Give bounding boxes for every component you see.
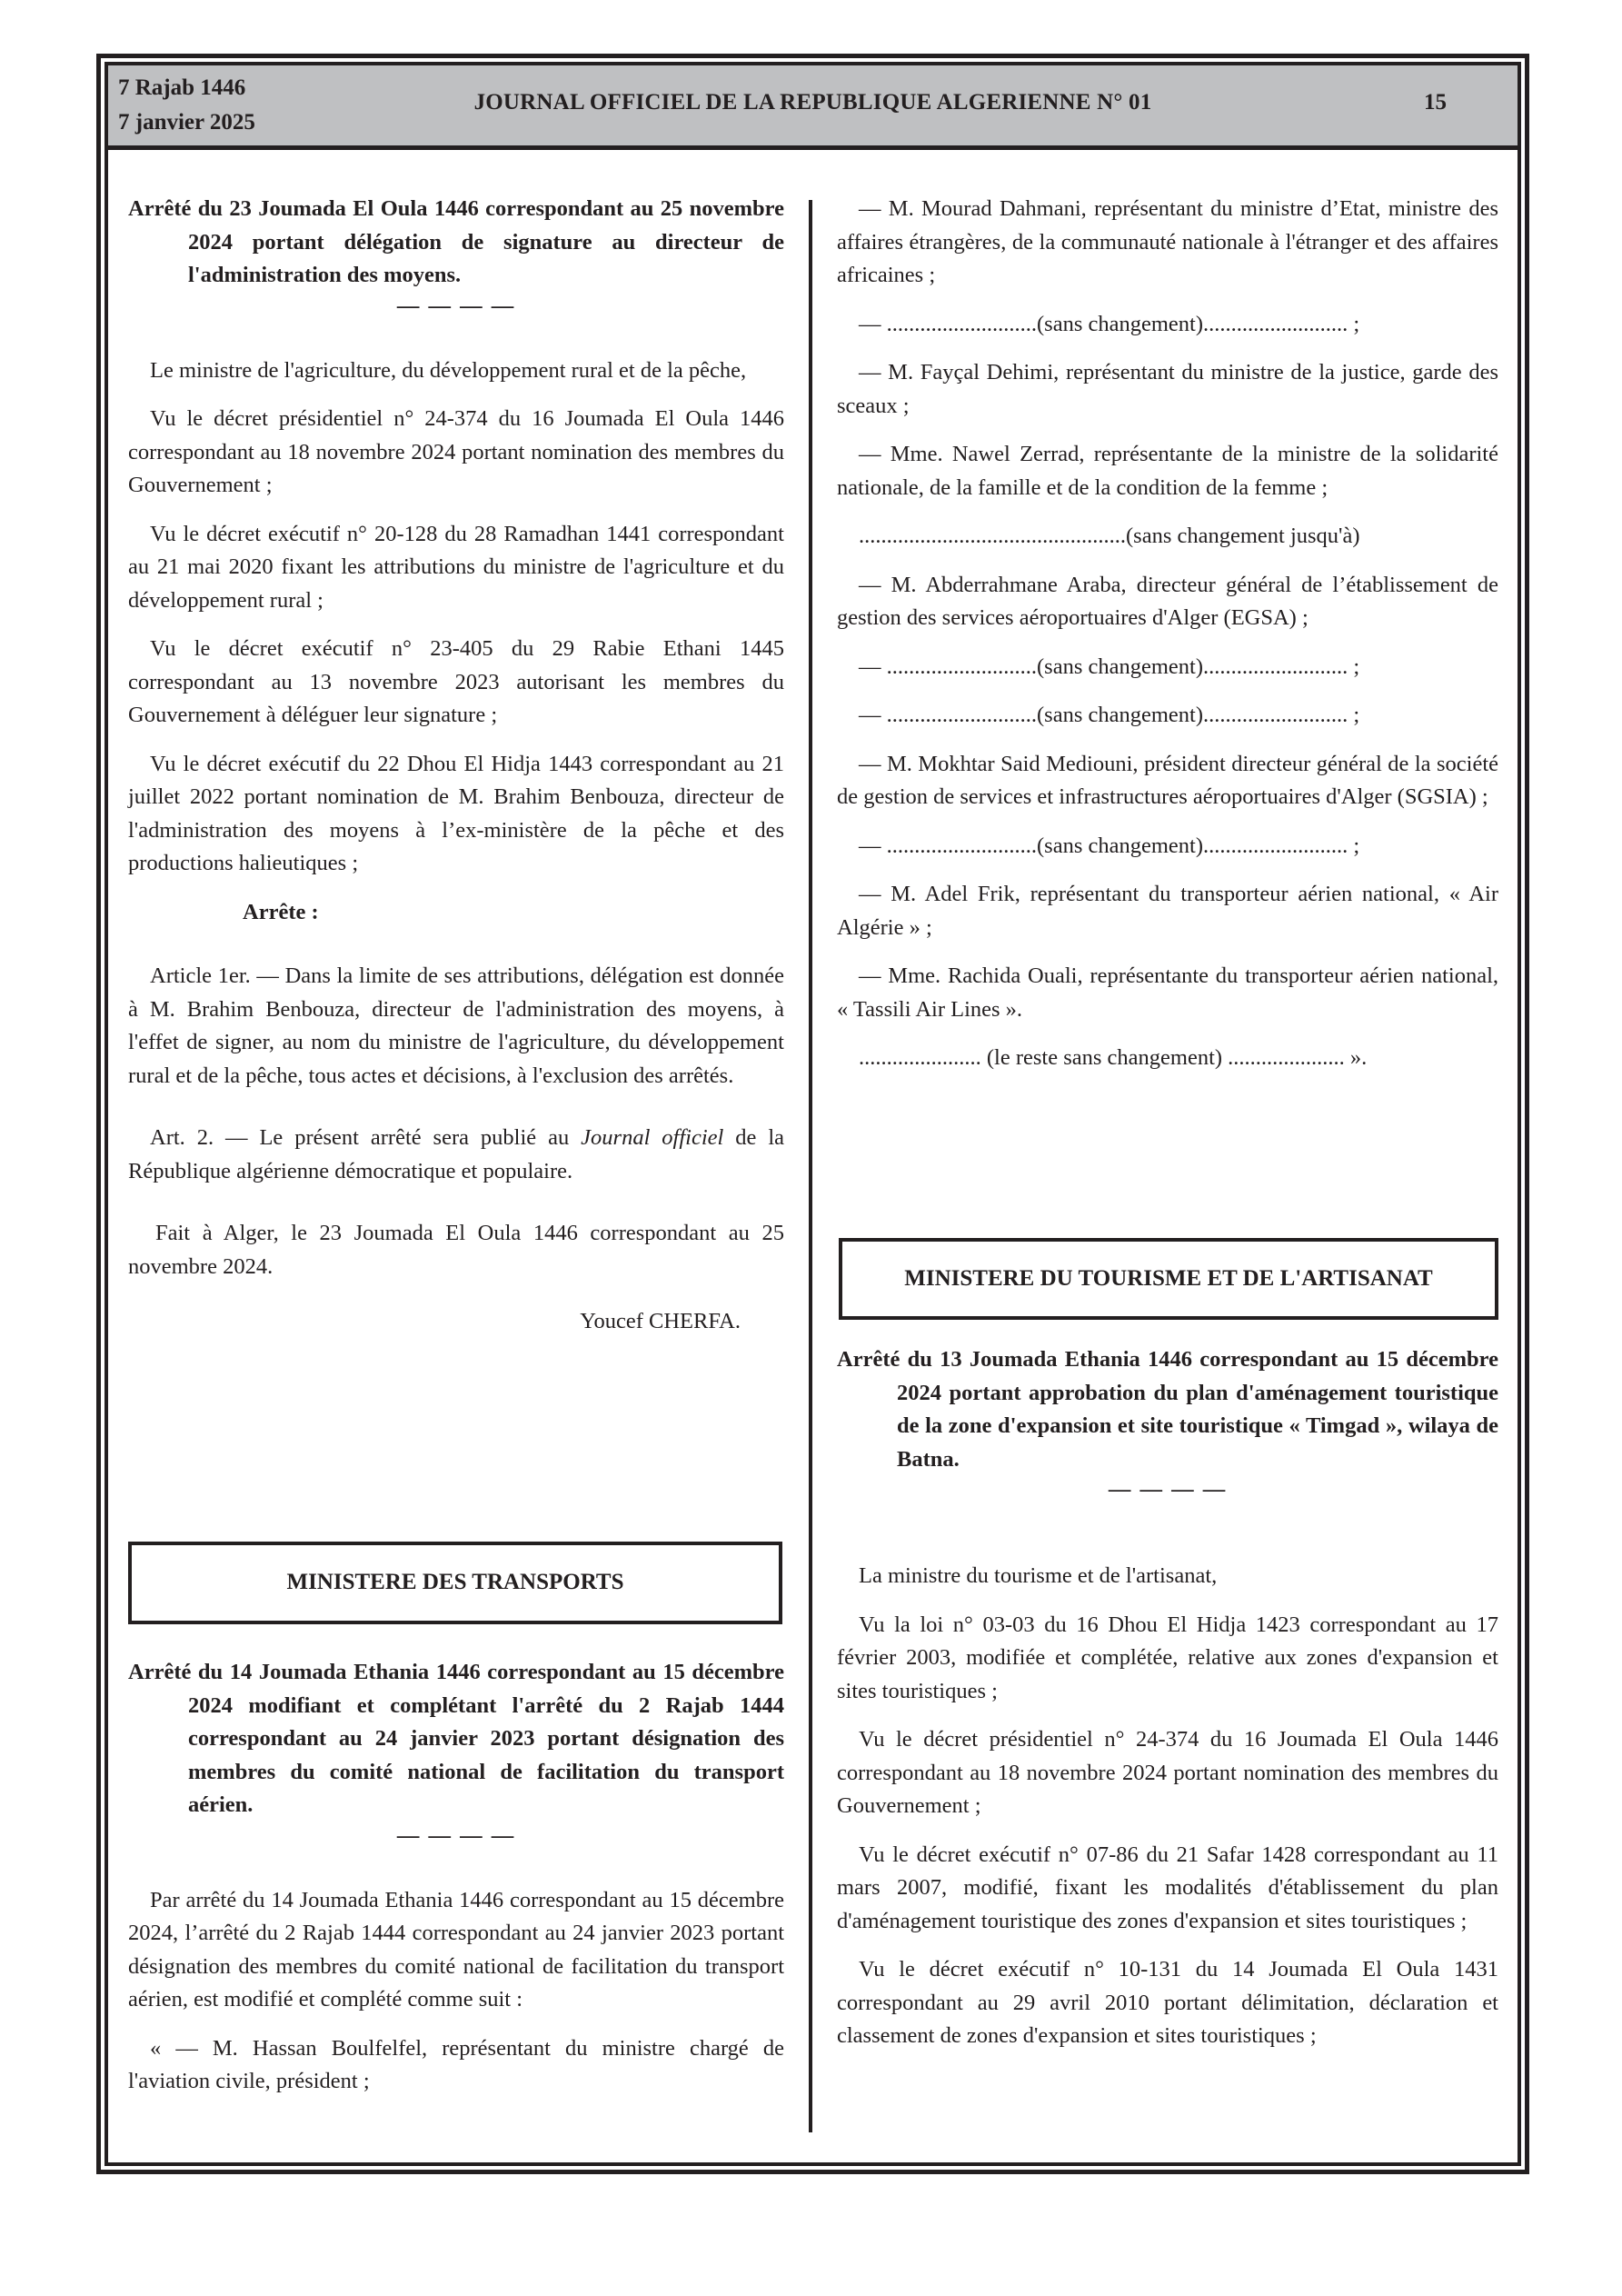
arrete-title: Arrêté du 13 Joumada Ethania 1446 correspondant au 15 décembre 2024 portant approbation du plan d'aménagement touristique de la zone d'expansion et site touristique « Timgad », wilaya de Batna. (837, 1347, 1498, 1472)
paragraph: Vu le décret exécutif n° 23-405 du 29 Rabie Ethani 1445 correspondant au 13 novembre 2023 autorisant les membres du Gouvernement à déléguer leur signature ; (128, 636, 784, 727)
member-item: — M. Fayçal Dehimi, représentant du ministre de la justice, garde des sceaux ; (837, 360, 1498, 418)
paragraph: Par arrêté du 14 Joumada Ethania 1446 correspondant au 15 décembre 2024, l’arrêté du 2 Rajab 1444 correspondant au 24 janvier 2023 portant désignation des membres du comité national de facilitation du transport aérien, est modifié et complété comme suit : (128, 1887, 784, 2011)
paragraph: Vu le décret exécutif n° 07-86 du 21 Safar 1428 correspondant au 11 mars 2007, modifié, fixant les modalités d'établissement du plan d'aménagement touristique des zones d'expansion et sites touristiques ; (837, 1842, 1498, 1933)
paragraph: Vu le décret exécutif du 22 Dhou El Hidja 1443 correspondant au 21 juillet 2022 portant nomination de M. Brahim Benbouza, directeur de l'administration des moyens à l’ex-ministère de la pêche et des productions halieutiques ; (128, 751, 784, 875)
page-number: 15 (1424, 90, 1447, 115)
member-item: — ...........................(sans changement).......................... ; (859, 833, 1360, 858)
separator: — — — — (1108, 1477, 1228, 1502)
paragraph: Vu la loi n° 03-03 du 16 Dhou El Hidja 1423 correspondant au 17 février 2003, modifiée et complétée, relative aux zones d'expansion et sites touristiques ; (837, 1612, 1498, 1703)
right-column (837, 193, 1498, 2048)
journal-title: JOURNAL OFFICIEL DE LA REPUBLIQUE ALGERIENNE N° 01 (473, 90, 1152, 115)
member-item: — ...........................(sans changement).......................... ; (859, 703, 1360, 727)
article-2 (128, 1122, 784, 1188)
paragraph: « — M. Hassan Boulfelfel, représentant du ministre chargé de l'aviation civile, président ; (128, 2035, 784, 2093)
member-item: — Mme. Rachida Ouali, représentante du transporteur aérien national, « Tassili Air Lines ». (837, 963, 1498, 1022)
arrete-title: Arrêté du 23 Joumada El Oula 1446 correspondant au 25 novembre 2024 portant délégation de signature au directeur de l'administration des moyens. (128, 196, 784, 287)
article-2-text-end: de la République algérienne démocratique et populaire. (128, 1125, 785, 1183)
paragraph: La ministre du tourisme et de l'artisanat, (859, 1563, 1218, 1588)
signature: Youcef CHERFA. (580, 1309, 741, 1333)
ministry-name: MINISTERE DES TRANSPORTS (286, 1570, 624, 1595)
paragraph: Vu le décret exécutif n° 10-131 du 14 Joumada El Oula 1431 correspondant au 29 avril 2010 portant délimitation, déclaration et classement de zones d'expansion et sites touristiques ; (837, 1957, 1498, 2048)
arrete-title: Arrêté du 14 Joumada Ethania 1446 correspondant au 15 décembre 2024 modifiant et complétant l'arrêté du 2 Rajab 1444 correspondant au 24 janvier 2023 portant désignation des membres du comité national de facilitation du transport aérien. (128, 1660, 784, 1817)
journal-header (108, 65, 1518, 150)
done-at: Fait à Alger, le 23 Joumada El Oula 1446 correspondant au 25 novembre 2024. (128, 1221, 784, 1279)
ministry-box-transports (128, 1542, 782, 1624)
paragraph: Le ministre de l'agriculture, du développement rural et de la pêche, (150, 357, 747, 383)
paragraph: Vu le décret présidentiel n° 24-374 du 16 Joumada El Oula 1446 correspondant au 18 novembre 2024 portant nomination des membres du Gouvernement ; (128, 406, 784, 497)
paragraph: Vu le décret exécutif n° 20-128 du 28 Ramadhan 1441 correspondant au 21 mai 2020 fixant les attributions du ministre de l'agriculture et du développement rural ; (128, 521, 784, 613)
hijri-date: 7 Rajab 1446 (118, 75, 246, 100)
article-1: Article 1er. — Dans la limite de ses attributions, délégation est donnée à M. Brahim Benbouza, directeur de l'administration des moyens, à l'effet de signer, au nom du ministre de l'agriculture, du développement rural et de la pêche, tous actes et décisions, à l'exclusion des arrêtés. (128, 963, 784, 1088)
member-item: — ...........................(sans changement).......................... ; (859, 311, 1360, 336)
member-item: — M. Mourad Dahmani, représentant du ministre d’Etat, ministre des affaires étrangères, de la communauté nationale à l'étranger et des affaires africaines ; (837, 196, 1498, 287)
member-item: — ...........................(sans changement).......................... ; (859, 654, 1360, 679)
ministry-box-tourisme (839, 1238, 1498, 1320)
separator: — — — — (396, 293, 516, 318)
gregorian-date: 7 janvier 2025 (118, 110, 255, 135)
separator: — — — — (396, 1822, 516, 1848)
journal-officiel-italic: Journal officiel (581, 1125, 724, 1150)
article-2-text: Art. 2. — Le présent arrêté sera publié au (150, 1125, 582, 1150)
member-item: — M. Adel Frik, représentant du transporteur aérien national, « Air Algérie » ; (837, 882, 1498, 940)
arrete-heading: Arrête : (243, 899, 319, 924)
member-item: ................................................(sans changement jusqu'à) (859, 524, 1360, 548)
member-item: — M. Mokhtar Said Mediouni, président directeur général de la société de gestion de services et infrastructures aéroportuaires d'Alger (SGSIA) ; (837, 751, 1498, 809)
left-column (128, 193, 785, 2093)
member-item: ...................... (le reste sans changement) ..................... ». (859, 1045, 1368, 1070)
ministry-name: MINISTERE DU TOURISME ET DE L'ARTISANAT (904, 1265, 1433, 1291)
arrete-transport-section (128, 1656, 784, 2114)
member-item: — Mme. Nawel Zerrad, représentante de la ministre de la solidarité nationale, de la famille et de la condition de la femme ; (837, 442, 1498, 500)
paragraph: Vu le décret présidentiel n° 24-374 du 16 Joumada El Oula 1446 correspondant au 18 novembre 2024 portant nomination des membres du Gouvernement ; (837, 1727, 1498, 1818)
member-item: — M. Abderrahmane Araba, directeur général de l’établissement de gestion des services aéroportuaires d'Alger (EGSA) ; (837, 572, 1498, 630)
column-divider (809, 200, 812, 2132)
arrete-tourisme-section (837, 1343, 1498, 2069)
